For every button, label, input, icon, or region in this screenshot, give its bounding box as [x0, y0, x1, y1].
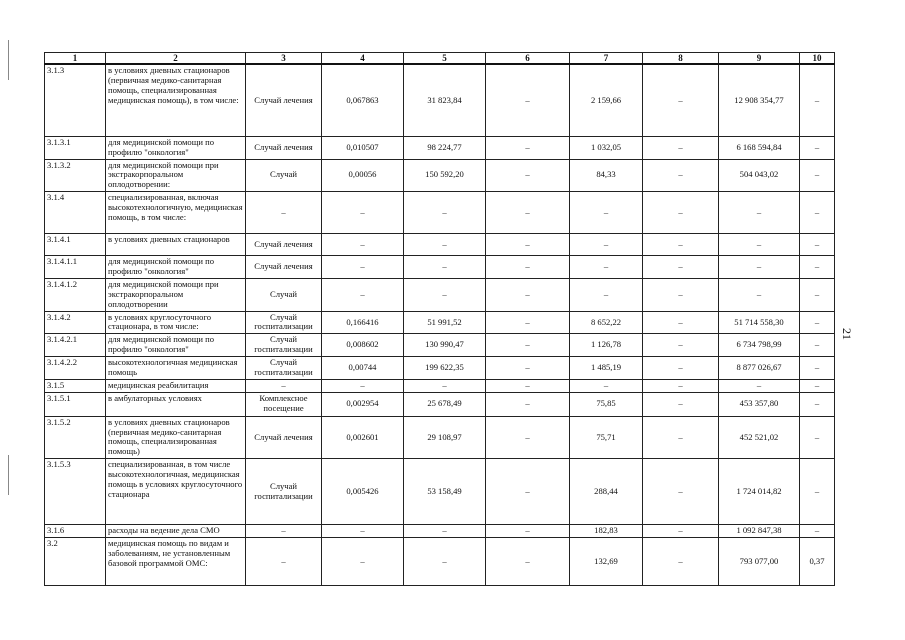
table-cell: Случай — [246, 159, 322, 192]
row-label-cell: в условиях круглосуточного стационара, в том числе: — [106, 311, 246, 334]
table-cell: – — [570, 379, 643, 392]
table-cell: Случай лечения — [246, 256, 322, 279]
row-label-cell: в амбулаторных условиях — [106, 392, 246, 416]
table-cell: – — [643, 459, 719, 525]
table-cell: 0,00744 — [322, 357, 404, 380]
table-row — [45, 311, 835, 334]
header-cell: 7 — [570, 53, 643, 65]
table-cell: 12 908 354,77 — [719, 64, 800, 136]
table-cell: – — [322, 192, 404, 234]
table-cell: 793 077,00 — [719, 538, 800, 586]
table-cell: – — [322, 256, 404, 279]
row-label-cell: высокотехнологичная медицинская помощь — [106, 357, 246, 380]
table-cell: – — [486, 159, 570, 192]
row-code-cell: 3.1.3.1 — [45, 136, 106, 159]
table-cell: 1 032,05 — [570, 136, 643, 159]
table-cell: – — [800, 256, 835, 279]
table-cell: Случай госпитализации — [246, 311, 322, 334]
table-cell: – — [643, 334, 719, 357]
table-cell: – — [643, 159, 719, 192]
table-cell: – — [486, 256, 570, 279]
row-code-cell: 3.1.3.2 — [45, 159, 106, 192]
table-cell: 51 714 558,30 — [719, 311, 800, 334]
table-cell: – — [643, 357, 719, 380]
header-row — [45, 53, 835, 65]
table-cell: 0,008602 — [322, 334, 404, 357]
table-cell: – — [486, 392, 570, 416]
table-cell: – — [643, 192, 719, 234]
table-cell: – — [404, 234, 486, 256]
table-cell: – — [246, 525, 322, 538]
header-cell: 9 — [719, 53, 800, 65]
page-number: 21 — [840, 328, 854, 340]
table-cell: – — [643, 278, 719, 311]
row-code-cell: 3.1.4.1 — [45, 234, 106, 256]
table-cell: Случай госпитализации — [246, 459, 322, 525]
table-cell: – — [643, 392, 719, 416]
table-row — [45, 392, 835, 416]
table-cell: 75,71 — [570, 416, 643, 459]
table-cell: 8 652,22 — [570, 311, 643, 334]
table-cell: – — [486, 334, 570, 357]
table-cell: 8 877 026,67 — [719, 357, 800, 380]
table-cell: 84,33 — [570, 159, 643, 192]
table-row — [45, 379, 835, 392]
table-cell: 98 224,77 — [404, 136, 486, 159]
table-cell: – — [246, 379, 322, 392]
table-cell: 132,69 — [570, 538, 643, 586]
table-cell: – — [570, 278, 643, 311]
table-cell: 1 092 847,38 — [719, 525, 800, 538]
table-row — [45, 459, 835, 525]
table-cell: Комплексное посещение — [246, 392, 322, 416]
row-label-cell: специализированная, включая высокотехнологичную, медицинская помощь, в том числе: — [106, 192, 246, 234]
header-cell: 4 — [322, 53, 404, 65]
table-cell: – — [643, 416, 719, 459]
header-cell: 6 — [486, 53, 570, 65]
table-cell: – — [643, 136, 719, 159]
table-cell: – — [800, 234, 835, 256]
table-cell: 288,44 — [570, 459, 643, 525]
table-cell: – — [486, 64, 570, 136]
row-code-cell: 3.1.4.1.2 — [45, 278, 106, 311]
table-cell: Случай госпитализации — [246, 357, 322, 380]
table-cell: – — [246, 538, 322, 586]
table-cell: – — [322, 538, 404, 586]
row-code-cell: 3.1.3 — [45, 64, 106, 136]
table-row — [45, 234, 835, 256]
row-code-cell: 3.1.5 — [45, 379, 106, 392]
table-cell: 1 724 014,82 — [719, 459, 800, 525]
table-cell: – — [800, 136, 835, 159]
row-label-cell: специализированная, в том числе высокотехнологичная, медицинская помощь в условиях круглосуточного стационара — [106, 459, 246, 525]
row-code-cell: 3.1.4.2.1 — [45, 334, 106, 357]
table-cell: – — [486, 459, 570, 525]
table-cell: 0,010507 — [322, 136, 404, 159]
table-cell: – — [486, 234, 570, 256]
row-label-cell: для медицинской помощи по профилю "онкология" — [106, 136, 246, 159]
table-cell: 31 823,84 — [404, 64, 486, 136]
table-cell: – — [643, 256, 719, 279]
table-cell: – — [570, 256, 643, 279]
table-cell: 51 991,52 — [404, 311, 486, 334]
table-cell: 53 158,49 — [404, 459, 486, 525]
header-cell: 2 — [106, 53, 246, 65]
table-cell: – — [643, 525, 719, 538]
row-code-cell: 3.1.5.1 — [45, 392, 106, 416]
table-cell: – — [800, 416, 835, 459]
table-row — [45, 64, 835, 136]
table-cell: – — [800, 525, 835, 538]
table-cell: 0,00056 — [322, 159, 404, 192]
table-row — [45, 525, 835, 538]
table-cell: – — [800, 357, 835, 380]
table-cell: – — [800, 334, 835, 357]
table-cell: – — [719, 192, 800, 234]
table-cell: 29 108,97 — [404, 416, 486, 459]
row-code-cell: 3.1.4 — [45, 192, 106, 234]
row-label-cell: для медицинской помощи при экстракорпоральном оплодотворении — [106, 278, 246, 311]
table-row — [45, 357, 835, 380]
table-cell: 0,002601 — [322, 416, 404, 459]
table-cell: 1 126,78 — [570, 334, 643, 357]
table-cell: – — [643, 538, 719, 586]
table-cell: – — [404, 525, 486, 538]
row-label-cell: для медицинской помощи по профилю "онкология" — [106, 334, 246, 357]
table-cell: – — [404, 379, 486, 392]
table-cell: – — [404, 256, 486, 279]
table-cell: – — [643, 311, 719, 334]
table-cell: 452 521,02 — [719, 416, 800, 459]
table-cell: – — [322, 234, 404, 256]
row-label-cell: в условиях дневных стационаров (первичная медико-санитарная помощь, специализированная помощь) — [106, 416, 246, 459]
row-label-cell: в условиях дневных стационаров (первичная медико-санитарная помощь, специализированная медицинская помощь), в том числе: — [106, 64, 246, 136]
table-cell: – — [643, 64, 719, 136]
table-cell: – — [486, 136, 570, 159]
table-cell: 75,85 — [570, 392, 643, 416]
table-cell: – — [719, 234, 800, 256]
table-cell: – — [800, 379, 835, 392]
table-cell: 504 043,02 — [719, 159, 800, 192]
table-cell: – — [404, 192, 486, 234]
table-cell: – — [643, 379, 719, 392]
row-code-cell: 3.1.6 — [45, 525, 106, 538]
table-cell: – — [570, 234, 643, 256]
row-label-cell: в условиях дневных стационаров — [106, 234, 246, 256]
table-cell: 0,37 — [800, 538, 835, 586]
table-row — [45, 538, 835, 586]
table-cell: – — [800, 278, 835, 311]
table-cell: 0,005426 — [322, 459, 404, 525]
table-row — [45, 278, 835, 311]
table-cell: Случай лечения — [246, 416, 322, 459]
table-cell: – — [246, 192, 322, 234]
table-cell: – — [486, 192, 570, 234]
row-code-cell: 3.1.5.2 — [45, 416, 106, 459]
header-cell: 8 — [643, 53, 719, 65]
table-cell: – — [643, 234, 719, 256]
table-cell: Случай лечения — [246, 136, 322, 159]
table-cell: 0,067863 — [322, 64, 404, 136]
table-cell: – — [486, 311, 570, 334]
table-cell: – — [322, 379, 404, 392]
table-row — [45, 136, 835, 159]
table-cell: – — [486, 379, 570, 392]
table-cell: Случай — [246, 278, 322, 311]
table-cell: – — [800, 159, 835, 192]
table-cell: – — [719, 256, 800, 279]
table-cell: 0,002954 — [322, 392, 404, 416]
table-cell: 2 159,66 — [570, 64, 643, 136]
table-cell: 6 734 798,99 — [719, 334, 800, 357]
table-cell: 150 592,20 — [404, 159, 486, 192]
table-cell: – — [486, 525, 570, 538]
table-cell: 0,166416 — [322, 311, 404, 334]
row-label-cell: для медицинской помощи при экстракорпоральном оплодотворении: — [106, 159, 246, 192]
table-cell: 1 485,19 — [570, 357, 643, 380]
table-row — [45, 192, 835, 234]
header-cell: 1 — [45, 53, 106, 65]
table-cell: – — [486, 278, 570, 311]
data-table — [44, 52, 835, 586]
row-code-cell: 3.2 — [45, 538, 106, 586]
table-cell: – — [800, 192, 835, 234]
table-cell: 25 678,49 — [404, 392, 486, 416]
row-code-cell: 3.1.4.1.1 — [45, 256, 106, 279]
table-cell: Случай госпитализации — [246, 334, 322, 357]
header-cell: 3 — [246, 53, 322, 65]
row-label-cell: медицинская реабилитация — [106, 379, 246, 392]
table-cell: 453 357,80 — [719, 392, 800, 416]
table-cell: – — [570, 192, 643, 234]
table-cell: – — [322, 278, 404, 311]
row-code-cell: 3.1.5.3 — [45, 459, 106, 525]
table-cell: 199 622,35 — [404, 357, 486, 380]
table-row — [45, 334, 835, 357]
table-cell: – — [800, 64, 835, 136]
row-code-cell: 3.1.4.2.2 — [45, 357, 106, 380]
table-cell: – — [719, 278, 800, 311]
margin-mark — [8, 40, 9, 80]
table-cell: – — [322, 525, 404, 538]
table-cell: – — [486, 416, 570, 459]
table-cell: 130 990,47 — [404, 334, 486, 357]
table-cell: Случай лечения — [246, 234, 322, 256]
table-cell: – — [719, 379, 800, 392]
table-row — [45, 159, 835, 192]
table-cell: – — [800, 392, 835, 416]
table-cell: – — [800, 459, 835, 525]
table-cell: Случай лечения — [246, 64, 322, 136]
header-cell: 5 — [404, 53, 486, 65]
table-cell: – — [404, 278, 486, 311]
row-label-cell: расходы на ведение дела СМО — [106, 525, 246, 538]
table-row — [45, 256, 835, 279]
table-cell: – — [404, 538, 486, 586]
table-cell: – — [800, 311, 835, 334]
table-cell: – — [486, 538, 570, 586]
header-cell: 10 — [800, 53, 835, 65]
row-code-cell: 3.1.4.2 — [45, 311, 106, 334]
row-label-cell: для медицинской помощи по профилю "онкология" — [106, 256, 246, 279]
table-cell: – — [486, 357, 570, 380]
table-row — [45, 416, 835, 459]
table-cell: 6 168 594,84 — [719, 136, 800, 159]
margin-mark — [8, 455, 9, 495]
table-cell: 182,83 — [570, 525, 643, 538]
row-label-cell: медицинская помощь по видам и заболеваниям, не установленным базовой программой ОМС: — [106, 538, 246, 586]
